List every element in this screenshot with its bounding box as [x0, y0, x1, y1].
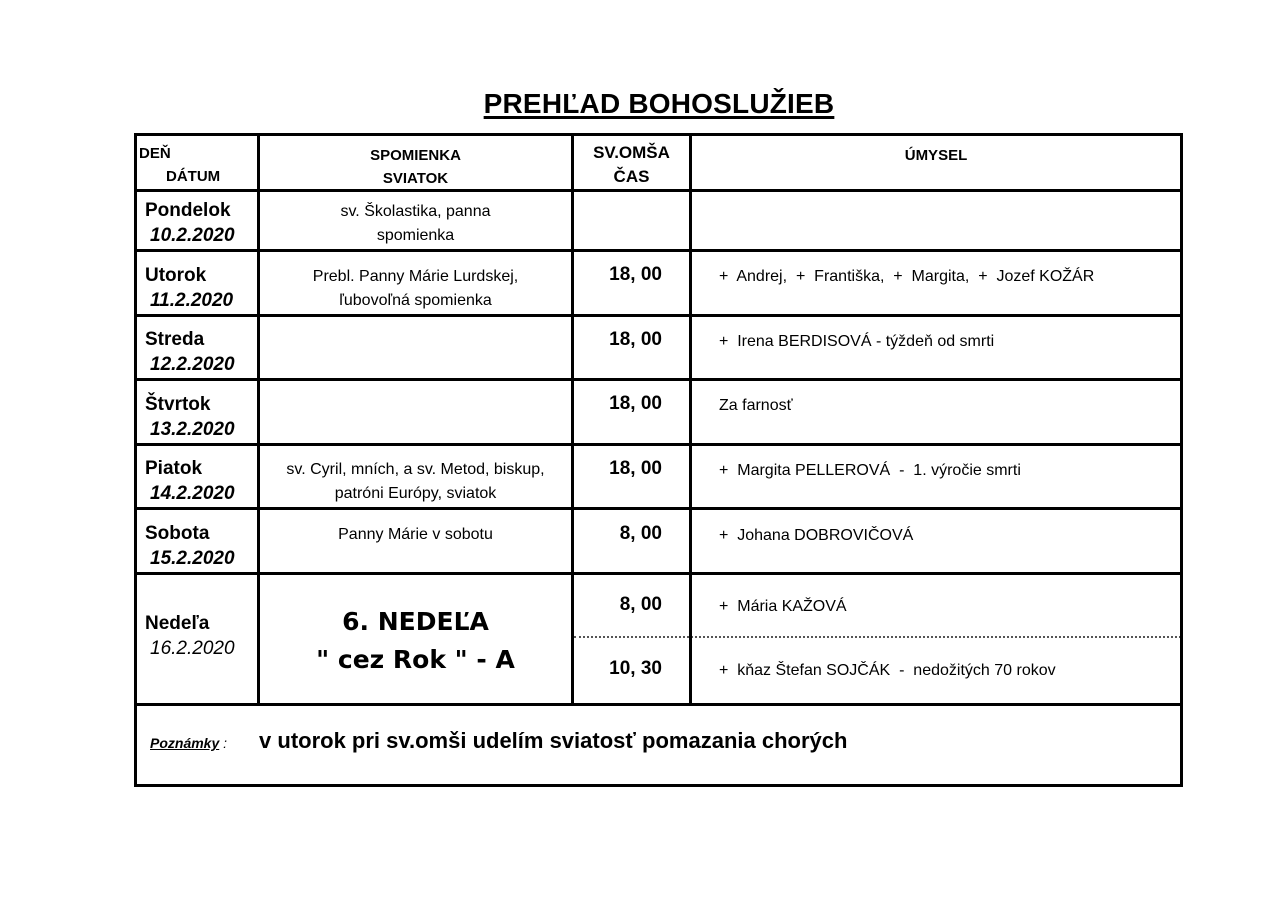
mass-intent: + Mária KAŽOVÁ [719, 598, 847, 615]
notes-label: Poznámky [150, 735, 220, 751]
sunday-feast-line1: 6. NEDEĽA [342, 607, 489, 636]
table-border-top [134, 133, 1183, 136]
notes-section [150, 728, 1170, 754]
mass-intent: + Andrej, + Františka, + Margita, + Jozef KOŽÁR [719, 268, 1095, 285]
day-date: 15.2.2020 [150, 548, 235, 569]
feast-line1: sv. Cyril, mních, a sv. Metod, biskup, [286, 461, 545, 478]
feast-line1: Prebl. Panny Márie Lurdskej, [312, 268, 519, 285]
day-name: Streda [145, 329, 205, 350]
day-date-cell [145, 263, 257, 313]
mass-time: 18, 00 [609, 264, 662, 285]
day-name: Štvrtok [145, 394, 211, 415]
header-intent [692, 144, 1180, 167]
feast-line1: Panny Márie v sobotu [338, 526, 493, 543]
day-date-cell [145, 327, 257, 377]
header-feast-line1: SPOMIENKA [370, 147, 461, 164]
row-divider [134, 443, 1183, 446]
row-divider [134, 378, 1183, 381]
row-divider [134, 507, 1183, 510]
feast-cell [260, 200, 571, 248]
header-intent-label: ÚMYSEL [904, 147, 968, 164]
header-day-label: DEŇ [139, 145, 171, 162]
feast-cell [260, 458, 571, 506]
column-divider [571, 133, 574, 706]
day-date: 12.2.2020 [150, 354, 235, 375]
row-divider [134, 314, 1183, 317]
mass-time: 18, 00 [609, 458, 662, 479]
feast-line2: spomienka [376, 227, 455, 244]
day-date-cell [145, 198, 257, 248]
row-divider [134, 572, 1183, 575]
feast-line2: ľubovoľná spomienka [339, 292, 492, 309]
sunday-feast-cell [260, 603, 571, 679]
mass-intent: + kňaz Štefan SOJČÁK - nedožitých 70 rokov [719, 662, 1056, 679]
sunday-mass-divider [574, 636, 1181, 638]
day-name: Utorok [145, 265, 207, 286]
day-date: 14.2.2020 [150, 483, 235, 504]
day-date-cell [145, 521, 257, 571]
day-date: 11.2.2020 [150, 290, 234, 311]
day-date-cell [145, 456, 257, 506]
sunday-feast-line2: " cez Rok " - A [316, 645, 515, 674]
header-time-line2: ČAS [613, 167, 650, 186]
header-time [574, 141, 689, 189]
mass-time: 8, 00 [619, 594, 662, 615]
mass-intent: Za farnosť [719, 397, 793, 414]
feast-line2: patróni Európy, sviatok [334, 485, 497, 502]
mass-time: 8, 00 [619, 523, 662, 544]
header-feast [260, 144, 571, 190]
day-date-cell [145, 611, 257, 661]
day-date-cell [145, 392, 257, 442]
mass-time: 18, 00 [609, 393, 662, 414]
day-date: 13.2.2020 [150, 419, 235, 440]
feast-cell [260, 523, 571, 547]
column-divider [689, 133, 692, 706]
mass-time: 10, 30 [609, 658, 662, 679]
notes-border-bottom [134, 784, 1183, 787]
notes-label-wrap [150, 735, 227, 751]
feast-cell [260, 265, 571, 313]
day-date: 16.2.2020 [150, 638, 235, 659]
notes-colon: : [223, 735, 228, 751]
mass-intent: + Irena BERDISOVÁ - týždeň od smrti [719, 333, 995, 350]
day-name: Sobota [145, 523, 210, 544]
header-feast-line2: SVIATOK [382, 170, 449, 187]
header-date-label: DÁTUM [166, 168, 221, 185]
day-name: Nedeľa [145, 613, 210, 634]
mass-intent: + Margita PELLEROVÁ - 1. výročie smrti [719, 462, 1021, 479]
mass-intent: + Johana DOBROVIČOVÁ [719, 527, 914, 544]
header-day-date [137, 142, 257, 188]
table-border-bottom [134, 703, 1183, 706]
day-date: 10.2.2020 [150, 225, 235, 246]
day-name: Pondelok [145, 200, 231, 221]
page-title: PREHĽAD BOHOSLUŽIEB [483, 88, 835, 119]
header-time-line1: SV.OMŠA [593, 143, 670, 162]
day-name: Piatok [145, 458, 203, 479]
table-border-left [134, 133, 137, 787]
notes-text: v utorok pri sv.omši udelím sviatosť pomazania chorých [259, 728, 848, 753]
table-border-right [1180, 133, 1183, 787]
row-divider [134, 249, 1183, 252]
feast-line1: sv. Školastika, panna [340, 203, 491, 220]
mass-time: 18, 00 [609, 329, 662, 350]
